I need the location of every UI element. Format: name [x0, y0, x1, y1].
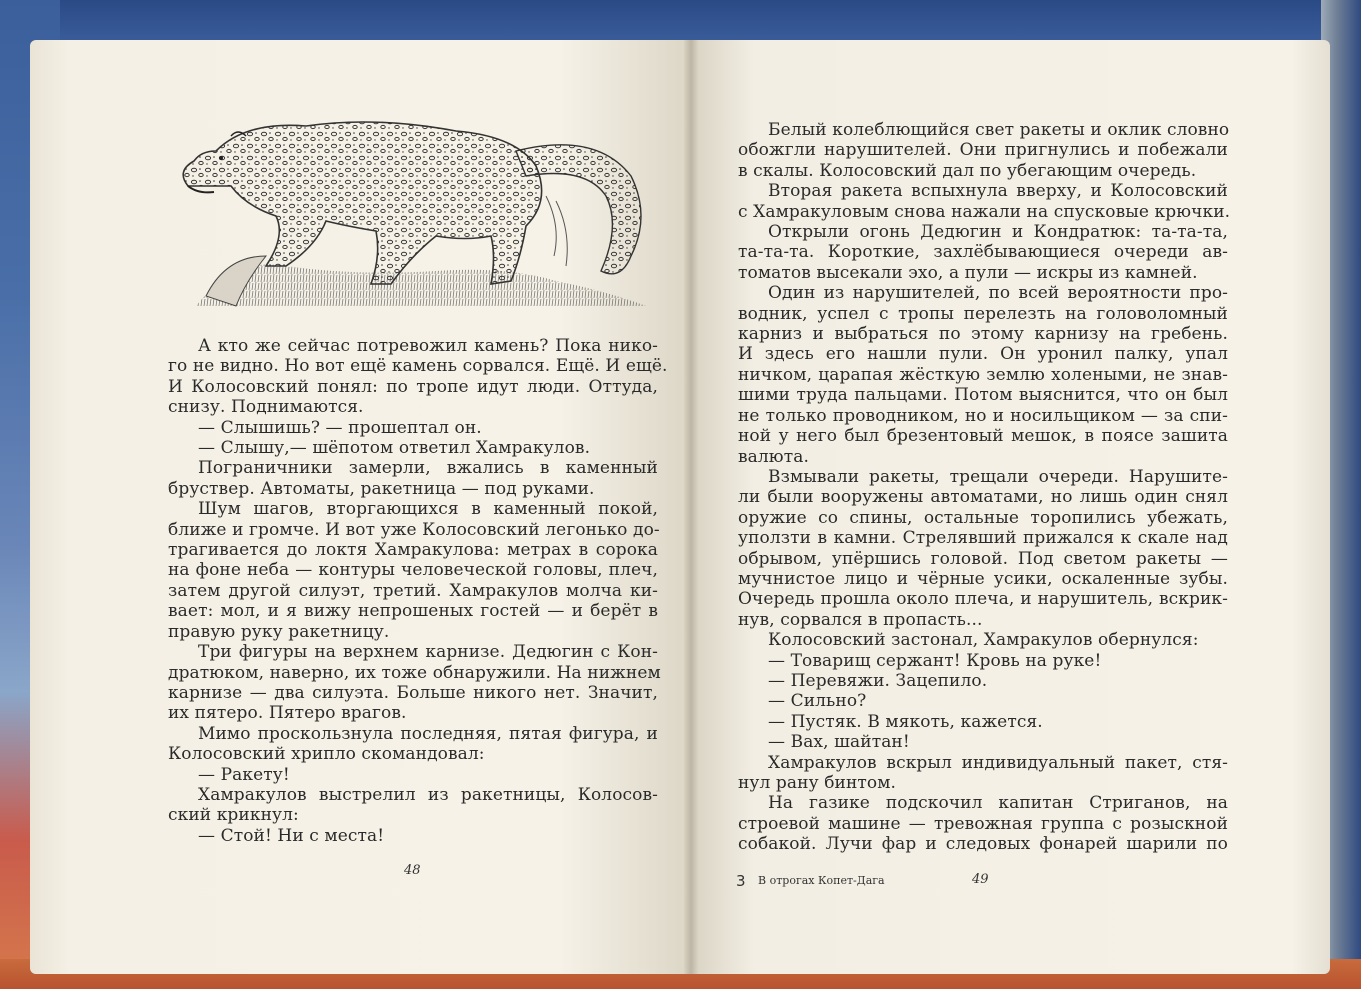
text-line: с Хамракуловым снова нажали на спусковые крючки. [738, 201, 1231, 222]
text-line: трагивается до локтя Хамракулова: метрах в сорока [168, 540, 658, 561]
text-line: томатов высекали эхо, а пули — искры из камней. [738, 262, 1198, 283]
text-line: Открыли огонь Дедюгин и Кондратюк: та-та-та, [768, 222, 1228, 243]
text-line: карниз и выбраться по этому карнизу на гребень. [738, 324, 1228, 345]
text-line: Вторая ракета вспыхнула вверху, и Колосовский [768, 181, 1228, 202]
text-line: та-та-та. Короткие, захлёбывающиеся очереди ав- [738, 242, 1228, 263]
text-line: — Стой! Ни с места! [198, 825, 385, 846]
text-line: Колосовский застонал, Хамракулов обернулся: [768, 630, 1199, 651]
book-gutter [684, 40, 698, 974]
text-line: Шум шагов, вторгающихся в каменный покой, [198, 499, 658, 520]
text-line: И Колосовский понял: по тропе идут люди. Оттуда, [168, 376, 658, 397]
text-line: на фоне неба — контуры человеческой головы, плеч, [168, 560, 658, 581]
text-line: обожгли нарушителей. Они пригнулись и побежали [738, 140, 1228, 161]
signature-title: В отрогах Копет-Дага [758, 874, 885, 887]
text-line: ной у него был брезентовый мешок, в поясе зашита [738, 426, 1228, 447]
text-line: Очередь прошла около плеча, и нарушитель, вскрик- [738, 589, 1228, 610]
text-line: нув, сорвался в пропасть... [738, 609, 983, 630]
text-line: шими труда пальцами. Потом выяснится, что он был [738, 385, 1228, 406]
text-line: затем другой силуэт, третий. Хамракулов молча ки- [168, 580, 658, 601]
text-line: Мимо проскользнула последняя, пятая фигура, и [198, 723, 658, 744]
text-line: А кто же сейчас потревожил камень? Пока нико- [198, 336, 658, 356]
text-line: — Ракету! [198, 764, 290, 785]
text-line: правую руку ракетницу. [168, 621, 390, 642]
text-line: Колосовский хрипло скомандовал: [168, 744, 485, 765]
signature-number: 3 [736, 872, 746, 890]
text-line: Взмывали ракеты, трещали очереди. Нарушите- [768, 466, 1228, 487]
text-line: Пограничники замерли, вжались в каменный [198, 458, 658, 479]
text-line: И здесь его нашли пули. Он уронил палку, упал [738, 344, 1228, 365]
text-line: ближе и громче. И вот уже Колосовский легонько до- [168, 519, 660, 540]
text-line: не только проводником, но и носильщиком — за спи- [738, 405, 1228, 426]
text-line: снизу. Поднимаются. [168, 397, 364, 418]
text-line: вает: мол, и я вижу непрошеных гостей — и берёт в [168, 601, 658, 622]
text-line: карнизе — два силуэта. Больше никого нет. Значит, [168, 682, 658, 703]
right-page-number: 49 [972, 872, 989, 887]
leopard-illustration [176, 106, 656, 316]
text-line: мучнистое лицо и чёрные усики, оскаленные зубы. [738, 568, 1228, 589]
text-line: водник, успел с тропы перелезть на головоломный [738, 303, 1228, 324]
text-line: в скалы. Колосовский дал по убегающим очередь. [738, 160, 1197, 181]
text-line: На газике подскочил капитан Стриганов, на [768, 793, 1228, 814]
text-line: нул рану бинтом. [738, 773, 897, 793]
text-line: Три фигуры на верхнем карнизе. Дедюгин с Кон- [198, 642, 658, 663]
text-line: Хамракулов выстрелил из ракетницы, Колосов- [198, 784, 658, 805]
text-line: — Товарищ сержант! Кровь на руке! [768, 650, 1102, 671]
text-line: ли были вооружены автоматами, но лишь один снял [738, 487, 1228, 508]
text-line: — Слышишь? — прошептал он. [198, 417, 482, 438]
text-line: Белый колеблющийся свет ракеты и оклик словно [768, 120, 1230, 140]
text-line: Хамракулов вскрыл индивидуальный пакет, стя- [768, 752, 1228, 773]
text-line: уползти в камни. Стрелявший прижался к скале над [738, 528, 1228, 549]
text-line: — Сильно? [768, 691, 867, 712]
text-line: строевой машине — тревожная группа с розыскной [738, 813, 1228, 834]
text-line: — Вах, шайтан! [768, 732, 910, 753]
text-line: собакой. Лучи фар и следовых фонарей шарили по [738, 834, 1228, 855]
text-line: их пятеро. Пятеро врагов. [168, 703, 407, 724]
left-page-text [168, 336, 668, 846]
text-line: — Слышу,— шёпотом ответил Хамракулов. [198, 438, 591, 459]
text-line: ский крикнул: [168, 805, 299, 826]
text-line: Один из нарушителей, по всей вероятности про- [768, 283, 1228, 304]
text-line: валюта. [738, 446, 809, 467]
text-line: — Пустяк. В мякоть, кажется. [768, 711, 1043, 732]
text-line: дратюком, наверно, их тоже обнаружили. На нижнем [168, 662, 661, 683]
text-line: оружие со спины, остальные торопились убежать, [738, 507, 1228, 528]
text-line: го не видно. Но вот ещё камень сорвался. Ещё. И ещё. [168, 356, 668, 377]
text-line: ничком, царапая жёсткую землю холеными, не знав- [738, 364, 1228, 385]
text-line: — Перевяжи. Зацепило. [768, 670, 988, 691]
left-page-number: 48 [404, 863, 421, 878]
text-line: бруствер. Автоматы, ракетница — под руками. [168, 478, 595, 499]
text-line: обрывом, упёршись головой. Под светом ракеты — [738, 548, 1228, 569]
right-page-text [738, 120, 1231, 855]
